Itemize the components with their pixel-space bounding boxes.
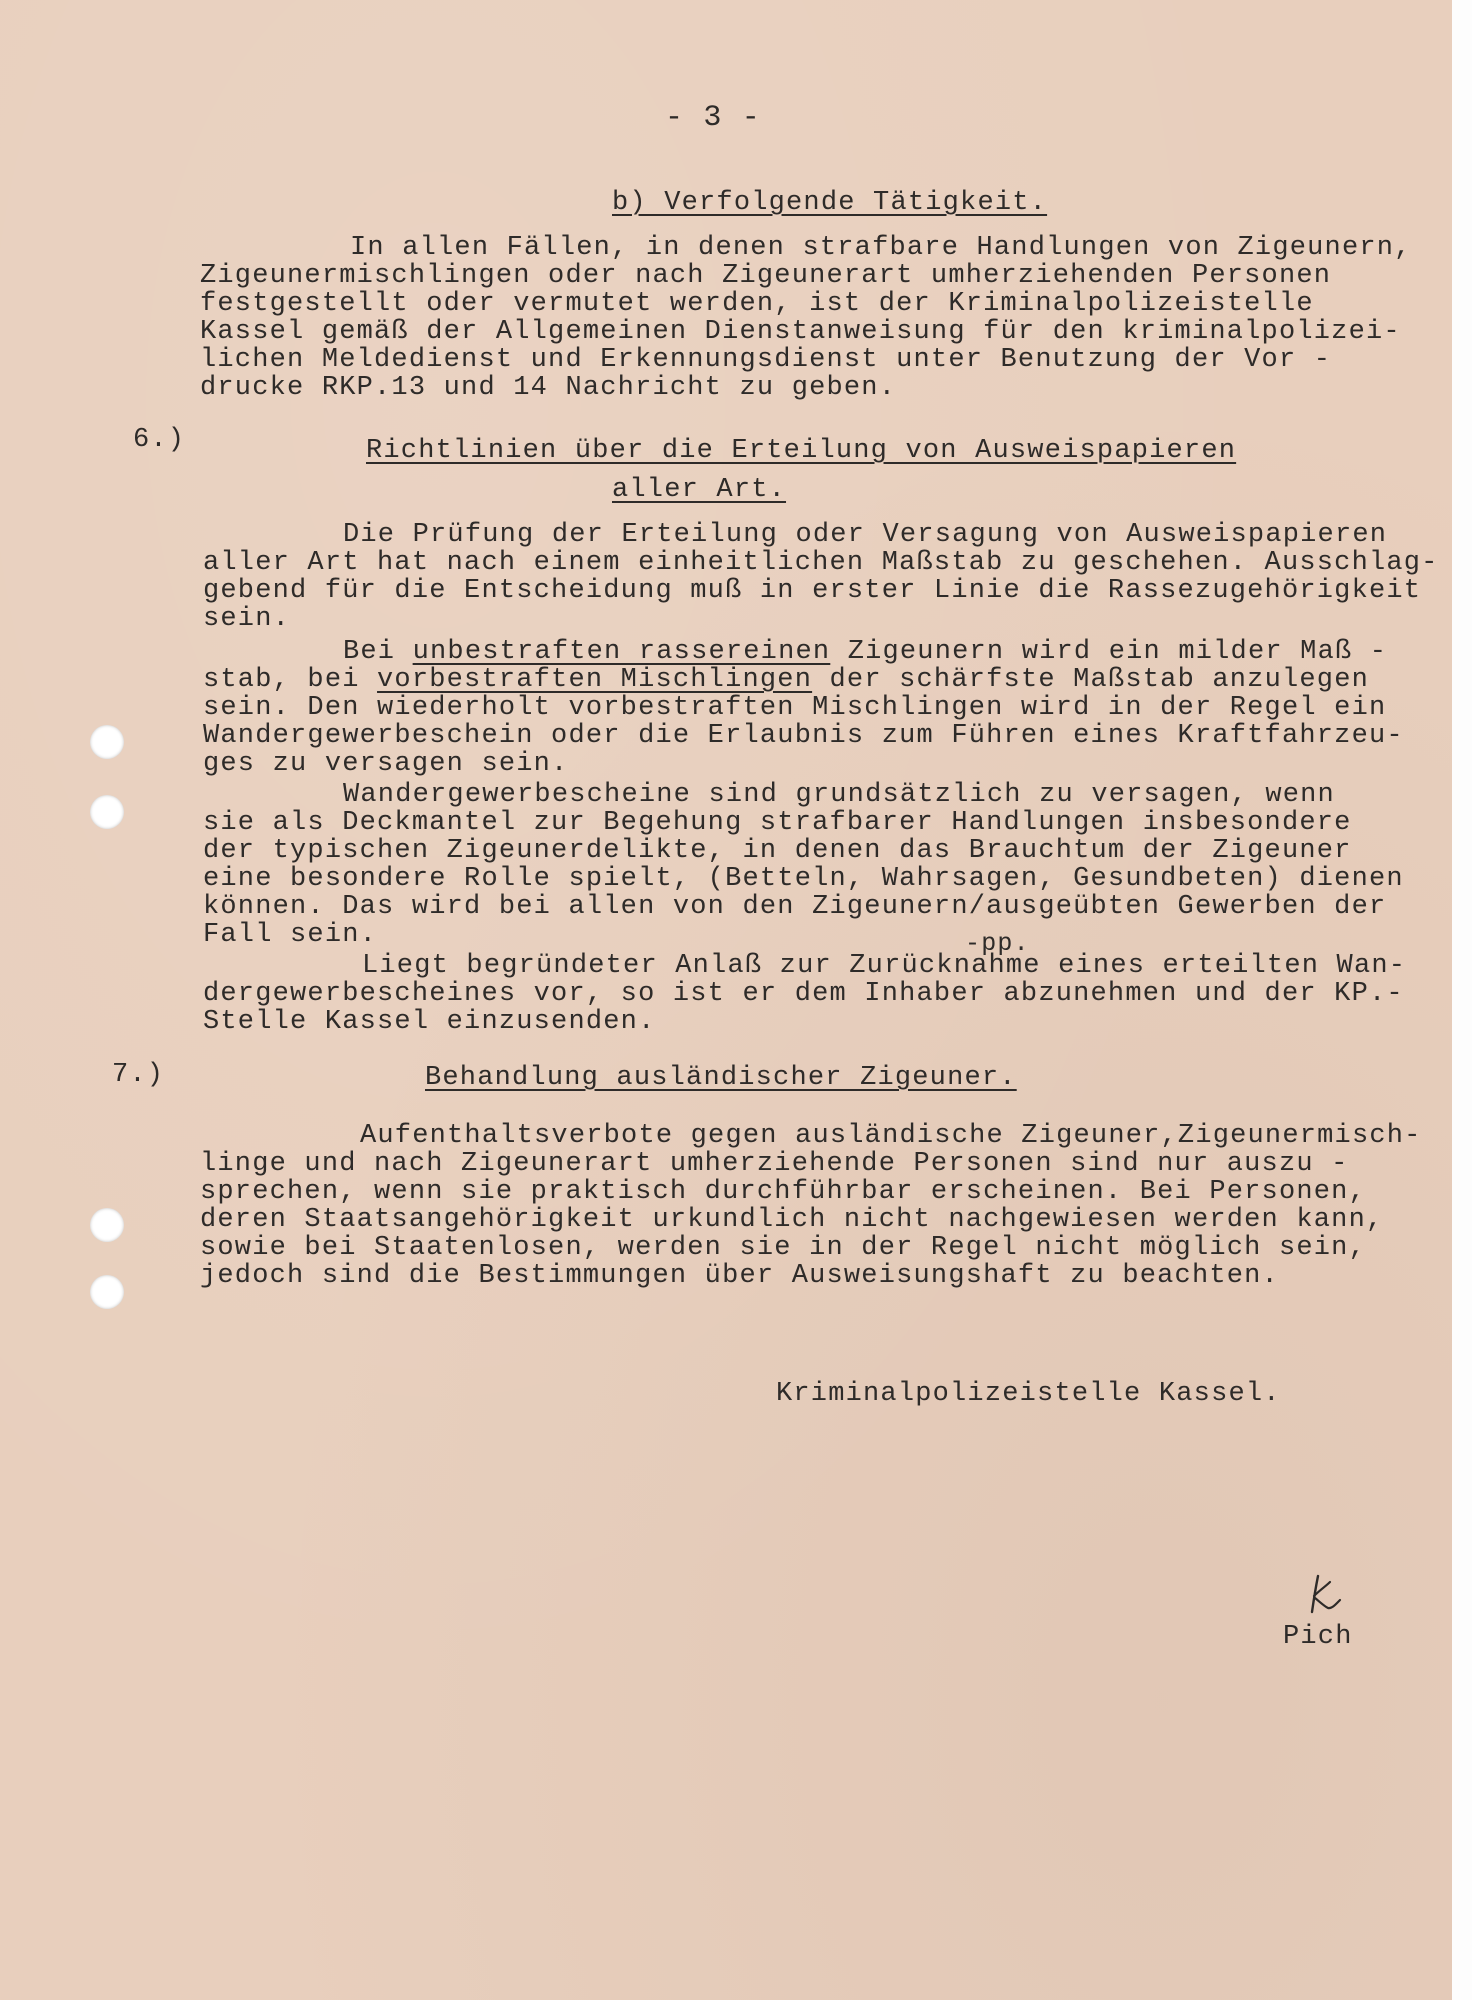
punch-hole-4 [90, 1275, 124, 1309]
section-b-line-2: Zigeunermischlingen oder nach Zigeunerart umherziehenden Personen [200, 261, 1332, 291]
section-6-para2-line-3: sein. Den wiederholt vorbestraften Mischlingen wird in der Regel ein [203, 693, 1387, 723]
section-6-number: 6.) [133, 425, 186, 455]
para2-line1-suffix: Zigeunern wird ein milder Maß - [830, 637, 1388, 667]
office-name: Kriminalpolizeistelle Kassel. [776, 1379, 1281, 1409]
section-7-line-1: Aufenthaltsverbote gegen ausländische Zigeuner,Zigeunermisch- [360, 1121, 1422, 1151]
section-6-para1-line-2: aller Art hat nach einem einheitlichen Maßstab zu geschehen. Ausschlag- [203, 548, 1439, 578]
scan-margin [1452, 0, 1472, 2000]
section-b-line-3: festgestellt oder vermutet werden, ist der Kriminalpolizeistelle [200, 289, 1314, 319]
section-6-para3-line-4: eine besondere Rolle spielt, (Betteln, Wahrsagen, Gesundbeten) dienen [203, 864, 1404, 894]
signature-name: Pich [1283, 1622, 1353, 1652]
section-7-line-5: sowie bei Staatenlosen, werden sie in der Regel nicht möglich sein, [200, 1233, 1366, 1263]
section-6-para4-line-1: Liegt begründeter Anlaß zur Zurücknahme eines erteilten Wan- [362, 951, 1407, 981]
section-b-line-4: Kassel gemäß der Allgemeinen Dienstanweisung für den kriminalpolizei- [200, 317, 1401, 347]
page-number: - 3 - [665, 101, 762, 135]
section-6-para4-line-2: dergewerbescheines vor, so ist er dem Inhaber abzunehmen und der KP.- [203, 979, 1404, 1009]
section-7-line-2: linge und nach Zigeunerart umherziehende Personen sind nur auszu - [200, 1149, 1349, 1179]
section-6-para3-line-2: sie als Deckmantel zur Begehung strafbarer Handlungen insbesondere [203, 808, 1352, 838]
section-6-heading-line-1: Richtlinien über die Erteilung von Ausweispapieren [366, 436, 1237, 466]
section-7-number: 7.) [112, 1060, 165, 1090]
section-6-para2-line-1 [343, 637, 1387, 667]
section-b-heading: b) Verfolgende Tätigkeit. [612, 188, 1048, 218]
section-6-para1-line-1: Die Prüfung der Erteilung oder Versagung von Ausweispapieren [343, 520, 1388, 550]
section-6-para2-line-2 [203, 665, 1369, 695]
para2-line1-prefix: Bei [343, 637, 413, 667]
section-b-line-5: lichen Meldedienst und Erkennungsdienst unter Benutzung der Vor - [200, 345, 1332, 375]
para2-line1-underlined: unbestraften rassereinen [412, 637, 831, 667]
section-7-line-6: jedoch sind die Bestimmungen über Ausweisungshaft zu beachten. [200, 1261, 1279, 1291]
handwritten-initials-mark [1300, 1572, 1350, 1616]
handwritten-insertion: -pp. [965, 929, 1030, 958]
section-b-line-6: drucke RKP.13 und 14 Nachricht zu geben. [200, 373, 897, 403]
punch-hole-3 [90, 1208, 124, 1242]
section-7-line-3: sprechen, wenn sie praktisch durchführbar erscheinen. Bei Personen, [200, 1177, 1366, 1207]
section-7-heading: Behandlung ausländischer Zigeuner. [425, 1063, 1017, 1093]
section-6-heading-line-2: aller Art. [612, 475, 787, 505]
para2-line2-prefix: stab, bei [203, 665, 378, 695]
section-7-line-4: deren Staatsangehörigkeit urkundlich nicht nachgewiesen werden kann, [200, 1205, 1384, 1235]
section-6-para3-line-3: der typischen Zigeunerdelikte, in denen das Brauchtum der Zigeuner [203, 836, 1352, 866]
section-6-para4-line-3: Stelle Kassel einzusenden. [203, 1007, 656, 1037]
para2-line2-underlined: vorbestraften Mischlingen [377, 665, 813, 695]
section-b-line-1: In allen Fällen, in denen strafbare Handlungen von Zigeunern, [350, 233, 1412, 263]
section-6-para3-line-1: Wandergewerbescheine sind grundsätzlich zu versagen, wenn [343, 780, 1335, 810]
section-6-para1-line-4: sein. [203, 604, 291, 634]
para2-line2-suffix: der schärfste Maßstab anzulegen [812, 665, 1369, 695]
section-6-para3-line-6: Fall sein. [203, 920, 378, 950]
section-6-para3-line-5: können. Das wird bei allen von den Zigeunern/ausgeübten Gewerben der [203, 892, 1387, 922]
section-6-para2-line-4: Wandergewerbeschein oder die Erlaubnis zum Führen eines Kraftfahrzeu- [203, 721, 1404, 751]
punch-hole-1 [90, 725, 124, 759]
section-6-para1-line-3: gebend für die Entscheidung muß in erster Linie die Rassezugehörigkeit [203, 576, 1422, 606]
section-6-para2-line-5: ges zu versagen sein. [203, 749, 569, 779]
punch-hole-2 [90, 795, 124, 829]
